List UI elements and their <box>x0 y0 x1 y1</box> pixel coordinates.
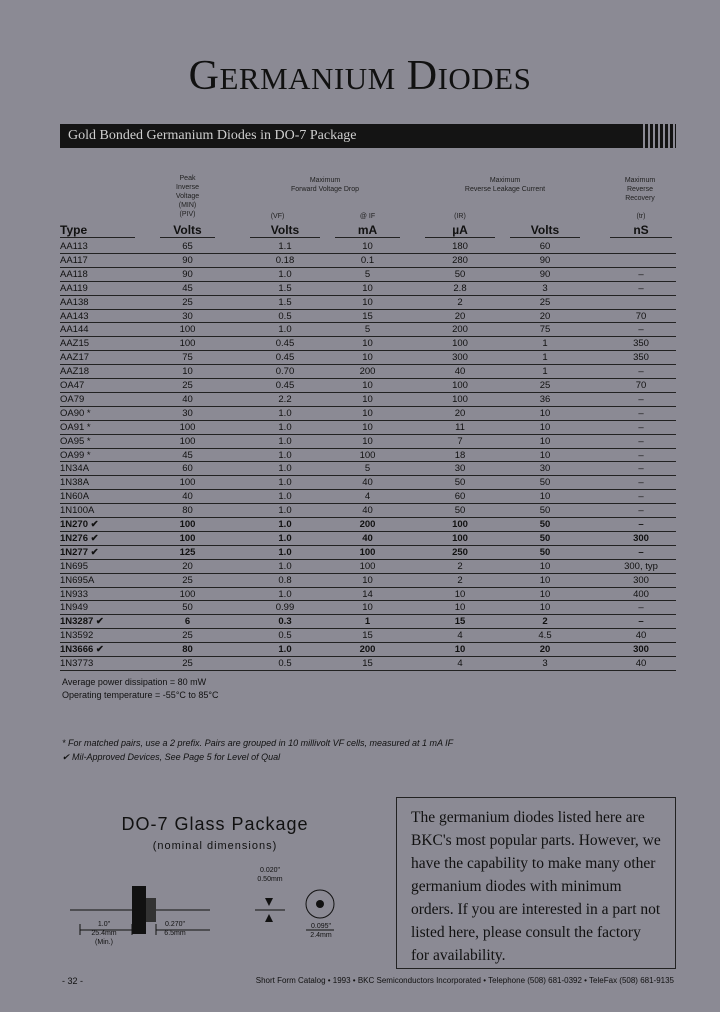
table-row <box>60 268 676 282</box>
banner-text: Gold Bonded Germanium Diodes in DO-7 Package <box>68 128 357 143</box>
table-cell: 2 <box>457 560 463 572</box>
table-cell: 90 <box>539 254 551 266</box>
table-cell: 300 <box>633 532 649 544</box>
table-cell: 10 <box>362 282 373 294</box>
table-row <box>60 560 676 574</box>
table-row <box>60 615 676 629</box>
table-cell: 0.5 <box>278 658 292 669</box>
table-cell: 0.45 <box>275 352 295 364</box>
table-cell: 4 <box>364 491 371 503</box>
table-cell: 300 <box>633 574 649 586</box>
table-cell: 50 <box>539 519 551 530</box>
table-cell: 10 <box>362 407 373 419</box>
table-cell: 1N277 ✔ <box>60 546 99 558</box>
header-vf: (VF) <box>270 213 285 220</box>
table-cell: 350 <box>633 338 649 350</box>
table-cell: 4 <box>457 630 463 642</box>
table-cell: 100 <box>359 560 376 572</box>
table-cell: OA47 <box>60 380 85 391</box>
header-forward: Maximum Forward Voltage Drop <box>290 177 360 193</box>
table-cell: OA95 * <box>60 435 91 447</box>
table-cell: 10 <box>454 602 466 614</box>
table-cell: 1N270 ✔ <box>60 519 99 530</box>
dim-wire-diameter: 0.020" 0.50mm <box>257 867 283 883</box>
page-title: GERMANIUM DIODES <box>188 53 532 99</box>
table-cell: 1N933 <box>60 588 88 600</box>
table-cell: 50 <box>539 477 551 489</box>
table-cell: – <box>638 519 644 530</box>
table-cell: 40 <box>635 658 647 669</box>
table-cell: 40 <box>635 630 647 642</box>
table-cell: 100 <box>452 380 468 391</box>
table-cell: 70 <box>635 380 647 391</box>
table-row <box>60 601 676 615</box>
table-cell: 1.0 <box>278 532 292 544</box>
table-cell: 200 <box>359 644 376 656</box>
table-row <box>60 240 676 254</box>
table-cell: AAZ18 <box>60 366 90 378</box>
diode-band <box>146 898 156 922</box>
table-cell: 0.5 <box>278 310 292 322</box>
table-cell: 15 <box>454 616 466 628</box>
table-cell: 7 <box>457 435 463 447</box>
table-cell: 10 <box>539 491 551 503</box>
table-cell: 1.0 <box>278 407 292 419</box>
table-cell: 11 <box>455 421 465 433</box>
package-subtitle: (nominal dimensions) <box>152 840 278 852</box>
table-cell: 0.5 <box>278 630 292 642</box>
table-cell: 1N34A <box>60 463 90 475</box>
table-cell: 1.5 <box>278 296 292 308</box>
table-cell: 250 <box>452 546 468 558</box>
table-cell: 1N3773 <box>60 658 94 669</box>
table-cell: – <box>638 602 644 614</box>
table-cell: 10 <box>539 560 551 572</box>
table-cell: 2 <box>542 616 548 628</box>
table-cell: – <box>638 616 644 628</box>
table-cell: 300 <box>633 644 649 656</box>
table-cell: 1N3287 ✔ <box>60 616 104 628</box>
table-cell: – <box>638 546 644 558</box>
table-cell: 10 <box>362 574 373 586</box>
footnote-mil-approved: ✔ Mil-Approved Devices, See Page 5 for Level of Qual <box>62 752 281 762</box>
table-cell: 0.45 <box>275 338 295 350</box>
table-cell: AA117 <box>60 254 88 266</box>
table-cell: – <box>638 407 644 419</box>
table-cell: 10 <box>539 602 551 614</box>
table-cell: AA113 <box>60 241 88 252</box>
unit-if: mA <box>335 223 400 238</box>
table-cell: 0.3 <box>278 616 292 628</box>
table-cell: 40 <box>362 505 373 517</box>
dim-body-diameter: 0.095" 2.4mm <box>310 923 332 939</box>
dim-lead-length: 1.0" 25.4mm (Min.) <box>91 921 117 946</box>
table-row <box>60 310 676 324</box>
table-cell: 10 <box>539 574 551 586</box>
table-cell: 100 <box>179 519 196 530</box>
header-trr: (tr) <box>636 213 646 220</box>
table-cell: AAZ15 <box>60 338 90 350</box>
table-cell: 25 <box>182 630 193 642</box>
note-temperature: Operating temperature = -55°C to 85°C <box>62 690 219 700</box>
table-cell: 60 <box>454 491 466 503</box>
table-cell: 1.0 <box>278 449 292 461</box>
table-cell: 10 <box>362 602 373 614</box>
table-cell: AA119 <box>60 282 88 294</box>
table-cell: 40 <box>362 477 373 489</box>
table-cell: AA144 <box>60 324 89 336</box>
table-cell: 20 <box>454 310 466 322</box>
table-cell: 3 <box>542 282 548 294</box>
table-cell: 100 <box>452 338 468 350</box>
table-cell: 90 <box>182 254 193 266</box>
table-cell: 2.2 <box>278 393 292 405</box>
header-reverse: Maximum Reverse Leakage Current <box>464 177 546 193</box>
table-cell: 10 <box>362 421 373 433</box>
table-cell: 200 <box>452 324 468 336</box>
table-cell: 300, typ <box>624 560 658 572</box>
unit-vf: Volts <box>250 223 320 238</box>
unit-trr: nS <box>610 223 672 238</box>
table-cell: 5 <box>364 463 371 475</box>
table-cell: 1.0 <box>278 491 292 503</box>
table-cell: 40 <box>182 393 193 405</box>
table-row <box>60 476 676 490</box>
table-cell: 50 <box>454 505 466 517</box>
table-cell: 10 <box>362 338 373 350</box>
table-row <box>60 393 676 407</box>
diode-body <box>132 886 146 934</box>
footnote-matched-pairs: * For matched pairs, use a 2 prefix. Pairs are grouped in 10 millivolt VF cells, measured at 1 mA IF <box>62 738 454 748</box>
table-row <box>60 351 676 365</box>
table-cell: 1.1 <box>278 241 292 252</box>
table-cell: 1.0 <box>278 560 292 572</box>
table-row <box>60 254 676 268</box>
table-cell: OA99 * <box>60 449 91 461</box>
table-row <box>60 532 676 546</box>
table-cell: 90 <box>539 268 551 280</box>
table-cell: 40 <box>454 366 466 378</box>
table-cell: 50 <box>182 602 193 614</box>
table-cell: 60 <box>539 241 551 252</box>
table-cell: – <box>638 505 644 517</box>
table-row <box>60 435 676 449</box>
table-cell: 2 <box>457 296 463 308</box>
table-cell: 0.18 <box>275 254 295 266</box>
table-cell: 10 <box>362 435 373 447</box>
table-cell: 10 <box>539 435 551 447</box>
table-cell: 2 <box>457 574 463 586</box>
table-cell: 25 <box>539 380 551 391</box>
table-cell: 75 <box>182 352 193 364</box>
table-cell: 5 <box>364 324 371 336</box>
table-cell: 15 <box>362 630 373 642</box>
table-cell: 25 <box>182 574 193 586</box>
table-cell: OA91 * <box>60 421 91 433</box>
table-cell: 36 <box>539 393 551 405</box>
table-cell: 1.0 <box>278 435 292 447</box>
table-cell: 1.0 <box>278 324 292 336</box>
table-cell: 280 <box>452 254 468 266</box>
table-cell: – <box>638 393 644 405</box>
table-row <box>60 643 676 657</box>
lead-end-center <box>316 900 324 908</box>
table-cell: AAZ17 <box>60 352 90 364</box>
table-cell: 30 <box>454 463 466 475</box>
table-cell: 1.0 <box>278 421 292 433</box>
arrow-up-icon <box>265 914 273 922</box>
table-cell: 1.0 <box>278 519 292 530</box>
table-cell: 200 <box>359 519 376 530</box>
table-cell: 25 <box>539 296 551 308</box>
table-cell: 40 <box>182 491 193 503</box>
table-cell: 100 <box>179 421 196 433</box>
table-cell: 1N100A <box>60 505 95 517</box>
table-cell: 100 <box>452 519 468 530</box>
table-cell: – <box>638 491 644 503</box>
table-cell: 10 <box>454 588 466 600</box>
table-cell: 50 <box>539 532 551 544</box>
table-cell: – <box>638 282 644 294</box>
table-cell: 10 <box>539 588 551 600</box>
table-cell: 1N60A <box>60 491 90 503</box>
table-row <box>60 407 676 421</box>
table-cell: 10 <box>182 366 193 378</box>
table-cell: 10 <box>539 407 551 419</box>
table-cell: 20 <box>454 407 466 419</box>
table-cell: 10 <box>362 380 373 391</box>
table-cell: 25 <box>182 296 193 308</box>
header-if: @ IF <box>359 213 376 220</box>
table-cell: – <box>638 449 644 461</box>
table-cell: 200 <box>359 366 376 378</box>
table-row <box>60 518 676 532</box>
table-cell: 30 <box>182 310 193 322</box>
table-cell: 1.0 <box>278 644 292 656</box>
table-cell: 75 <box>539 324 551 336</box>
table-cell: 100 <box>359 546 376 558</box>
table-cell: 100 <box>179 338 196 350</box>
table-cell: – <box>638 324 644 336</box>
table-cell: 1N38A <box>60 477 90 489</box>
table-cell: 15 <box>362 310 373 322</box>
table-row <box>60 421 676 435</box>
table-row <box>60 337 676 351</box>
table-cell: 1.0 <box>278 477 292 489</box>
table-cell: 0.45 <box>275 380 295 391</box>
table-cell: 4.5 <box>538 630 552 642</box>
table-cell: 1.0 <box>278 588 292 600</box>
table-cell: AA143 <box>60 310 89 322</box>
table-cell: OA79 <box>60 393 85 405</box>
table-cell: 18 <box>454 449 466 461</box>
table-cell: 10 <box>539 449 551 461</box>
table-cell: 1N276 ✔ <box>60 532 99 544</box>
table-row <box>60 574 676 588</box>
table-row <box>60 504 676 518</box>
table-cell: 15 <box>362 658 373 669</box>
table-cell: 100 <box>452 532 468 544</box>
table-cell: 80 <box>182 644 193 656</box>
table-row <box>60 282 676 296</box>
table-cell: 50 <box>454 477 466 489</box>
table-cell: 4 <box>457 658 463 669</box>
footer-catalog: Short Form Catalog • 1993 • BKC Semiconductors Incorporated • Telephone (508) 681-0392 • TeleFax (508) 681-9135 <box>255 976 674 985</box>
table-cell: 20 <box>539 310 551 322</box>
table-row <box>60 449 676 463</box>
table-cell: 1.0 <box>278 463 292 475</box>
table-cell: AA118 <box>60 268 88 280</box>
table-cell: 40 <box>362 532 373 544</box>
table-cell: 10 <box>539 421 551 433</box>
table-row <box>60 379 676 393</box>
table-cell: 0.70 <box>275 366 295 378</box>
table-cell: 0.8 <box>278 574 292 586</box>
table-cell: 1N3666 ✔ <box>60 644 104 656</box>
table-cell: 100 <box>179 435 196 447</box>
table-cell: 100 <box>359 449 376 461</box>
table-cell: 20 <box>539 644 551 656</box>
arrow-down-icon <box>265 898 273 906</box>
table-row <box>60 629 676 643</box>
table-cell: 1.0 <box>278 546 292 558</box>
table-cell: 3 <box>542 658 548 669</box>
table-cell: 45 <box>182 282 193 294</box>
table-cell: 10 <box>454 644 466 656</box>
table-row <box>60 657 676 671</box>
table-cell: 1 <box>542 366 548 378</box>
table-cell: – <box>638 421 644 433</box>
table-cell: 180 <box>452 241 468 252</box>
table-cell: 400 <box>633 588 649 600</box>
table-cell: 1N949 <box>60 602 88 614</box>
table-cell: 100 <box>179 324 196 336</box>
table-cell: 1.0 <box>278 268 292 280</box>
table-cell: – <box>638 463 644 475</box>
table-cell: 10 <box>362 296 373 308</box>
table-row <box>60 546 676 560</box>
banner-stripes <box>640 124 676 148</box>
table-cell: 2.8 <box>453 282 467 294</box>
table-cell: 65 <box>182 241 193 252</box>
unit-type: Type <box>60 223 135 238</box>
table-cell: 100 <box>179 588 196 600</box>
table-cell: 70 <box>635 310 647 322</box>
table-cell: 1N695 <box>60 560 88 572</box>
table-cell: 6 <box>184 616 191 628</box>
table-cell: 90 <box>182 268 193 280</box>
table-cell: 30 <box>182 407 193 419</box>
info-box: The germanium diodes listed here are BKC's most popular parts. However, we have the capability to make many other germanium diodes with minimum orders. If you are interested in a part not listed here, please consult the factory for availability. <box>396 797 676 969</box>
package-title: DO-7 Glass Package <box>121 814 309 834</box>
table-cell: 20 <box>182 560 193 572</box>
table-cell: 300 <box>452 352 468 364</box>
table-cell: 60 <box>182 463 193 475</box>
table-cell: 50 <box>454 268 466 280</box>
table-cell: – <box>638 435 644 447</box>
table-cell: 350 <box>633 352 649 364</box>
section-banner <box>60 124 676 148</box>
table-cell: 10 <box>362 352 373 364</box>
table-cell: 10 <box>362 393 373 405</box>
table-cell: 125 <box>179 546 196 558</box>
table-cell: 100 <box>179 532 196 544</box>
unit-ir: µA <box>425 223 495 238</box>
note-power: Average power dissipation = 80 mW <box>62 677 207 687</box>
table-row <box>60 588 676 602</box>
table-cell: 0.99 <box>275 602 295 614</box>
table-cell: 0.1 <box>360 254 375 266</box>
table-row <box>60 323 676 337</box>
table-cell: 50 <box>539 546 551 558</box>
dim-body-length: 0.270" 6.5mm <box>164 921 186 937</box>
table-cell: 1 <box>364 616 371 628</box>
table-cell: 10 <box>362 241 373 252</box>
header-recovery: Maximum Reverse Recovery <box>624 177 656 202</box>
table-cell: 1N3592 <box>60 630 94 642</box>
page-number: - 32 - <box>62 976 84 986</box>
table-cell: 1 <box>542 352 548 364</box>
table-row <box>60 462 676 476</box>
table-cell: OA90 * <box>60 407 91 419</box>
table-cell: 80 <box>182 505 193 517</box>
table-cell: 14 <box>362 588 373 600</box>
table-row <box>60 365 676 379</box>
table-cell: – <box>638 268 644 280</box>
table-cell: 1.0 <box>278 505 292 517</box>
table-cell: 25 <box>182 380 193 391</box>
table-cell: AA138 <box>60 296 89 308</box>
unit-piv: Volts <box>160 223 215 238</box>
table-cell: 5 <box>364 268 371 280</box>
table-cell: 50 <box>539 505 551 517</box>
table-cell: – <box>638 366 644 378</box>
row-rule <box>60 670 676 671</box>
table-cell: 100 <box>452 393 468 405</box>
table-cell: 1.5 <box>278 282 292 294</box>
table-cell: 45 <box>182 449 193 461</box>
table-row <box>60 296 676 310</box>
header-ir: (IR) <box>454 213 466 220</box>
table-cell: 30 <box>539 463 551 475</box>
table-cell: 25 <box>182 658 193 669</box>
header-piv: Peak Inverse Voltage (MIN) (PIV) <box>175 175 200 218</box>
table-cell: 100 <box>179 477 196 489</box>
table-row <box>60 490 676 504</box>
table-cell: 1N695A <box>60 574 95 586</box>
table-cell: 1 <box>542 338 548 350</box>
unit-vr: Volts <box>510 223 580 238</box>
table-cell: – <box>638 477 644 489</box>
